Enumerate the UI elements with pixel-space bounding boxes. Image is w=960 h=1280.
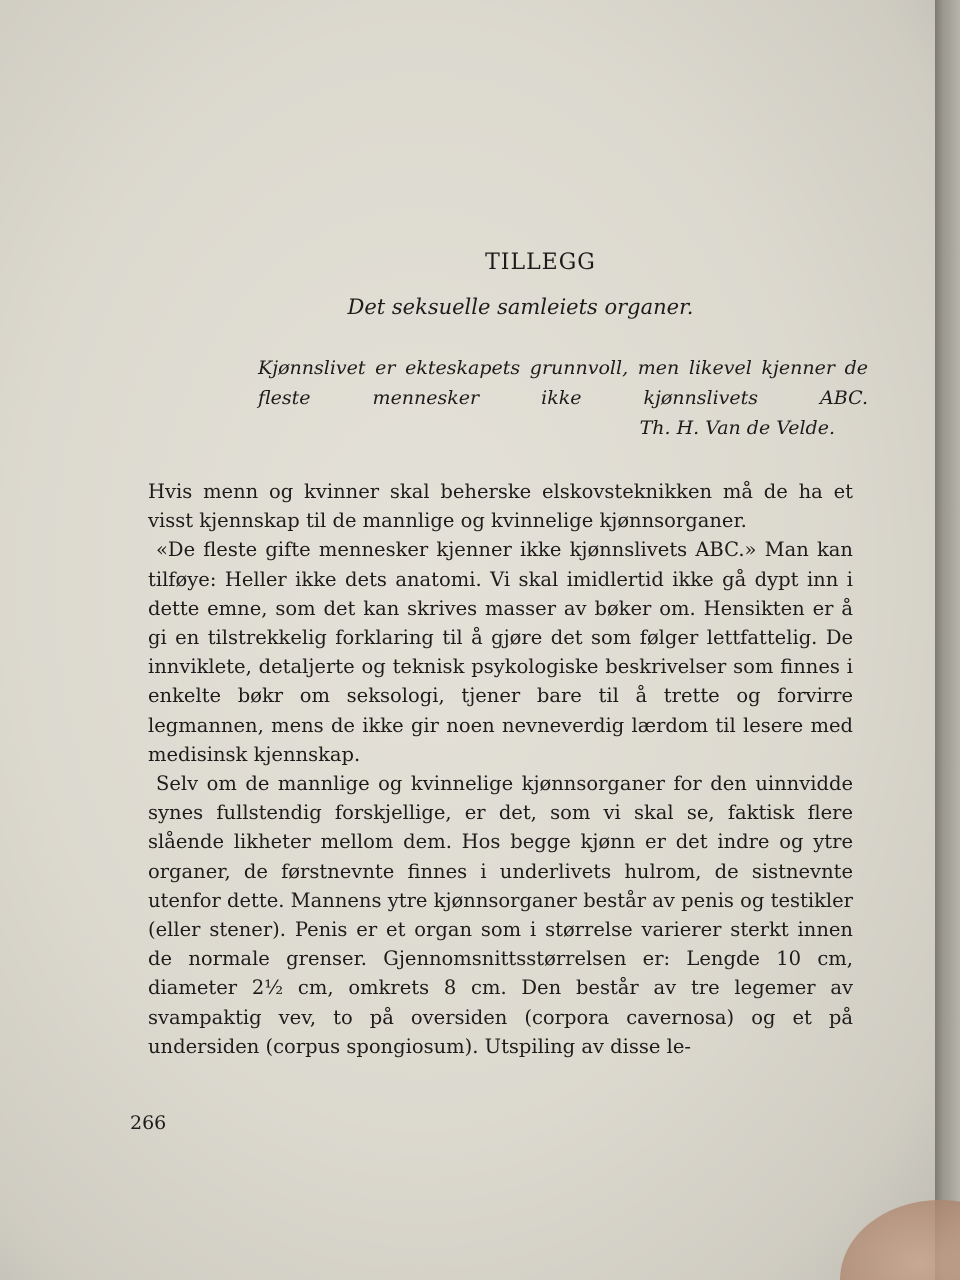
chapter-heading: TILLEGG (485, 250, 596, 275)
body-paragraph-1: Hvis menn og kvinner skal beherske elskovsteknikken må de ha et visst kjennskap til de mannlige og kvinnelige kjønnsorganer. (148, 480, 853, 533)
page-stack-edge (935, 0, 960, 1280)
page-text-block (148, 250, 868, 1061)
epigraph-quote: Kjønnslivet er ekteskapets grunnvoll, men likevel kjenner de fleste mennesker ikke kjønnslivets ABC. (258, 357, 868, 409)
page-number: 266 (130, 1112, 167, 1134)
epigraph-author: Th. H. Van de Velde. (639, 417, 835, 439)
body-paragraph-3: Selv om de mannlige og kvinnelige kjønnsorganer for den uinnvidde synes fullstendig forskjellige, er det, som vi skal se, faktisk flere slående likheter mellom dem. Hos begge kjønn er det indre og ytre organer, de førstnevnte finnes i underlivets hulrom, de sistnevnte utenfor dette. Mannens ytre kjønnsorganer består av penis og testikler (eller stener). Penis er et organ som i størrelse varierer sterkt innen de normale grenser. Gjennomsnittsstørrelsen er: Lengde 10 cm, diameter 2½ cm, omkrets 8 cm. Den består av tre legemer av svampaktig vev, to på oversiden (corpora cavernosa) og et på undersiden (corpus spongiosum). Utspiling av disse le- (148, 772, 853, 1058)
chapter-subtitle: Det seksuelle samleiets organer. (347, 295, 694, 319)
body-paragraph-2: «De fleste gifte mennesker kjenner ikke kjønnslivets ABC.» Man kan tilføye: Heller ikke dets anatomi. Vi skal imidlertid ikke gå dypt inn i dette emne, som det kan skrives masser av bøker om. Hensikten er å gi en tilstrekkelig forklaring til å gjøre det som følger lettfattelig. De innviklete, detaljerte og teknisk psykologiske beskrivelser som finnes i enkelte bøkr om seksologi, tjener bare til å trette og forvirre legmannen, mens de ikke gir noen nevneverdig lærdom til lesere med medisinsk kjennskap. (148, 538, 853, 766)
